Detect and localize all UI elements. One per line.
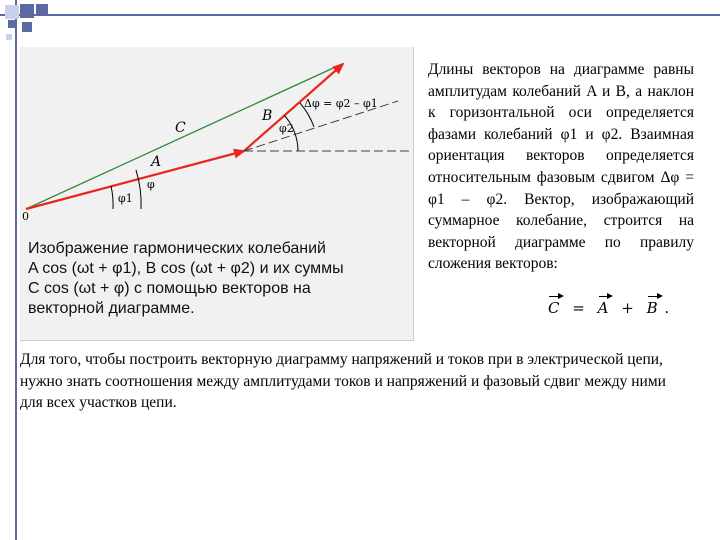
decor-square [22,22,32,32]
label-delta-phi: Δφ = φ2 – φ1 [304,97,378,110]
decor-square [8,20,16,28]
arc-phi [136,170,141,209]
label-phi: φ [147,178,155,191]
label-B: B [262,108,273,124]
formula-dot: . [664,299,670,317]
label-phi1: φ1 [118,192,133,205]
vector-sum-formula [548,299,669,317]
caption-line: Изображение гармонических колебаний [28,240,326,257]
label-C: C [175,120,186,136]
explanation-text: Длины векторов на диаграмме равны амплитудам колебаний A и B, а наклон к горизонтальной оси определяется фазами колебаний φ1 и φ2. Взаимная ориентация векторов определяется относительным фазовым сдвигом Δφ = φ1 – φ2. Вектор, изображающий суммарное колебание, строится на векторной диаграмме по правилу сложения векторов: [428,61,694,273]
bottom-paragraph: Для того, чтобы построить векторную диаграмму напряжений и токов при в электрической цепи, нужно знать соотношения между амплитудами токов и напряжений и фазовый сдвиг между ними для всех участков цепи. [20,351,666,412]
decor-vertical-line [15,0,17,540]
figure-caption [28,239,408,319]
decor-square [6,34,12,40]
decor-square [20,4,34,18]
vector-A [26,151,244,209]
decor-horizontal-line [0,14,720,16]
vector-diagram-figure [20,47,414,341]
caption-line: C cos (ωt + φ) с помощью векторов на [28,280,311,297]
caption-line: A cos (ωt + φ1), B cos (ωt + φ2) и их суммы [28,260,344,277]
decor-square [36,4,48,16]
vector-C [26,64,342,209]
formula-plus: + [621,299,634,317]
origin-label: 0 [22,210,29,223]
decor-square [5,5,19,19]
formula-B: B [646,299,658,317]
label-A: A [151,154,162,170]
caption-line: векторной диаграмме. [28,300,195,317]
label-phi2: φ2 [279,122,294,135]
formula-A: A [597,299,609,317]
formula-equals: = [572,299,585,317]
arc-phi1 [111,186,113,209]
formula-C: C [548,299,560,317]
